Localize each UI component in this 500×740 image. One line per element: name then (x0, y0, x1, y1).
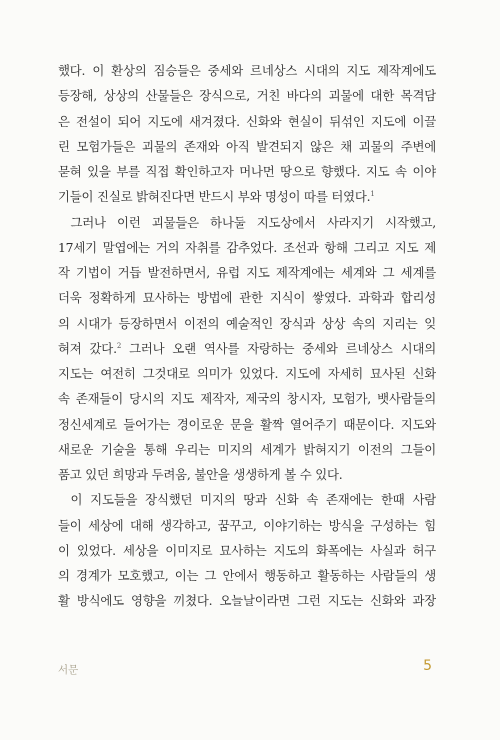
text-line: 했다. 이 환상의 짐승들은 중세와 르네상스 시대의 지도 제작계에도 (58, 63, 436, 78)
text-line: 작 기법이 거듭 발전하면서, 유럽 지도 제작계에는 세계와 그 세계를 (58, 265, 436, 280)
text-line: 들이 세상에 대해 생각하고, 꿈꾸고, 이야기하는 방식을 구성하는 힘 (58, 517, 436, 533)
text-line: 활 방식에도 영향을 끼쳤다. 오늘날이라면 그런 지도는 신화와 과장 (58, 593, 436, 609)
text-line: 이 있었다. 세상을 이미지로 묘사하는 지도의 화폭에는 사실과 허구 (58, 542, 436, 558)
paragraph-3 (58, 487, 436, 613)
text-line: 속 존재들이 당시의 지도 제작자, 제국의 창시자, 모험가, 뱃사람들의 (58, 391, 436, 407)
text-segment: 그러나 오랜 역사를 자랑하는 중세와 르네상스 시대의 (121, 340, 436, 356)
text-line: 더욱 정확하게 묘사하는 방법에 관한 지식이 쌓였다. 과학과 합리성 (58, 290, 436, 306)
text-line: 묻혀 있을 부를 직접 확인하고자 머나먼 땅으로 향했다. 지도 속 이야 (58, 164, 436, 179)
text-line: 은 전설이 되어 지도에 새겨졌다. 신화와 현실이 뒤섞인 지도에 이끌 (58, 113, 436, 129)
text-line: 그러나 이런 괴물들은 하나둘 지도상에서 사라지기 시작했고, (70, 214, 436, 230)
text-line: 의 시대가 등장하면서 이전의 예술적인 장식과 상상 속의 지리는 잊 (58, 315, 436, 331)
text-line: 정신세계로 들어가는 경이로운 문을 활짝 열어주기 때문이다. 지도와 (58, 416, 436, 432)
text-line: 의 경계가 모호했고, 이는 그 안에서 행동하고 활동하는 사람들의 생 (58, 568, 436, 583)
paragraph-1 (58, 58, 436, 210)
text-line: 품고 있던 희망과 두려움, 불안을 생생하게 볼 수 있다. (58, 467, 343, 482)
text-line: 이 지도들을 장식했던 미지의 땅과 신화 속 존재에는 한때 사람 (70, 492, 436, 508)
footer-section-label: 서문 (58, 664, 79, 676)
text-line: 새로운 기술을 통해 우리는 미지의 세계가 밝혀지기 이전의 그들이 (58, 441, 436, 457)
footnote-marker[interactable]: 2 (116, 341, 122, 350)
text-segment: 혀져 갔다. (58, 340, 117, 356)
paragraph-2 (58, 210, 436, 488)
text-segment: 기들이 진실로 밝혀진다면 반드시 부와 명성이 따를 터였다. (58, 189, 371, 205)
page-number: 5 (423, 658, 432, 674)
text-line: 등장해, 상상의 산물들은 장식으로, 거친 바다의 괴물에 대한 목격담 (58, 88, 436, 104)
footnote-marker[interactable]: 1 (370, 190, 375, 199)
text-line: 지도는 여전히 그것대로 의미가 있었다. 지도에 자세히 묘사된 신화 (58, 366, 436, 381)
page-body (58, 58, 436, 614)
text-line: 린 모험가들은 괴물의 존재와 아직 발견되지 않은 채 괴물의 주변에 (58, 138, 436, 154)
text-line: 17세기 말엽에는 거의 자취를 감추었다. 조선과 항해 그리고 지도 제 (58, 239, 436, 255)
text-line (58, 184, 436, 209)
text-line (58, 336, 436, 361)
